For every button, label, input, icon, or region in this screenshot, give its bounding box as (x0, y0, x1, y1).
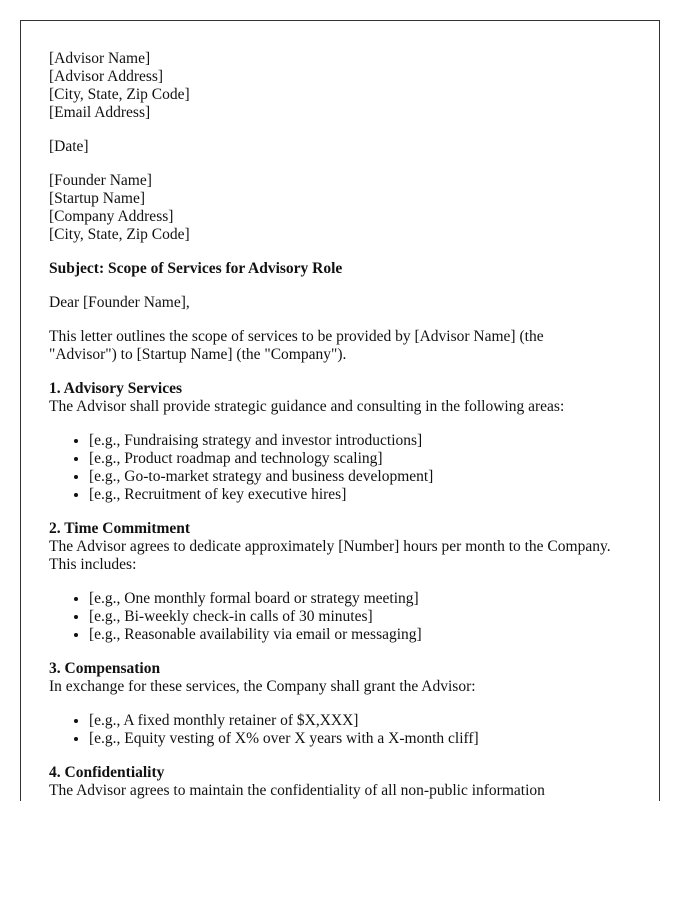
list-item: • [e.g., Bi-weekly check-in calls of 30 minutes] (89, 608, 649, 626)
section-heading: 2. Time Commitment (49, 520, 191, 537)
recipient-city-state-zip: [City, State, Zip Code] (49, 226, 190, 243)
list-item: • [e.g., Go-to-market strategy and business development] (89, 468, 649, 486)
list-item: • [e.g., Reasonable availability via email or messaging] (89, 626, 649, 644)
section-body (49, 398, 649, 416)
list-item: • [e.g., Fundraising strategy and investor introductions] (89, 432, 649, 450)
list-item: • [e.g., One monthly formal board or strategy meeting] (89, 590, 649, 608)
subject-line: Subject: Scope of Services for Advisory Role (49, 260, 343, 277)
sender-address: [Advisor Address] (49, 68, 164, 85)
section-body (49, 678, 649, 696)
date-block (49, 138, 649, 156)
recipient-company-address: [Company Address] (49, 208, 174, 225)
section-body-line: The Advisor agrees to dedicate approximately [Number] hours per month to the Company. (49, 538, 611, 555)
section-body-line: This includes: (49, 556, 137, 573)
sender-city-state-zip: [City, State, Zip Code] (49, 86, 190, 103)
section-body (49, 538, 649, 574)
sender-address-block (49, 50, 649, 122)
bullet-list (49, 590, 649, 644)
section-compensation (49, 660, 649, 748)
list-item: • [e.g., Equity vesting of X% over X years with a X-month cliff] (89, 730, 649, 748)
recipient-name: [Founder Name] (49, 172, 152, 189)
sender-name: [Advisor Name] (49, 50, 151, 67)
list-item: • [e.g., Product roadmap and technology scaling] (89, 450, 649, 468)
bullet-list (49, 712, 649, 748)
recipient-startup: [Startup Name] (49, 190, 145, 207)
letter-content (49, 50, 649, 801)
intro-line-1: This letter outlines the scope of services to be provided by [Advisor Name] (the (49, 328, 544, 345)
section-body-line: The Advisor shall provide strategic guidance and consulting in the following areas: (49, 398, 565, 415)
letter-date: [Date] (49, 138, 89, 155)
salutation: Dear [Founder Name], (49, 294, 190, 311)
section-heading: 4. Confidentiality (49, 764, 165, 781)
section-body-line: In exchange for these services, the Company shall grant the Advisor: (49, 678, 476, 695)
section-heading: 3. Compensation (49, 660, 161, 677)
section-body-line: The Advisor agrees to maintain the confidentiality of all non-public information (49, 782, 545, 799)
section-confidentiality (49, 764, 649, 800)
section-advisory-services (49, 380, 649, 504)
recipient-address-block (49, 172, 649, 244)
section-time-commitment (49, 520, 649, 644)
list-item: • [e.g., Recruitment of key executive hires] (89, 486, 649, 504)
intro-paragraph (49, 328, 649, 364)
letter-page (20, 20, 660, 801)
list-item: • [e.g., A fixed monthly retainer of $X,XXX] (89, 712, 649, 730)
section-heading: 1. Advisory Services (49, 380, 183, 397)
sender-email: [Email Address] (49, 104, 151, 121)
section-body (49, 782, 649, 800)
bullet-list (49, 432, 649, 504)
intro-line-2: "Advisor") to [Startup Name] (the "Company"). (49, 346, 347, 363)
